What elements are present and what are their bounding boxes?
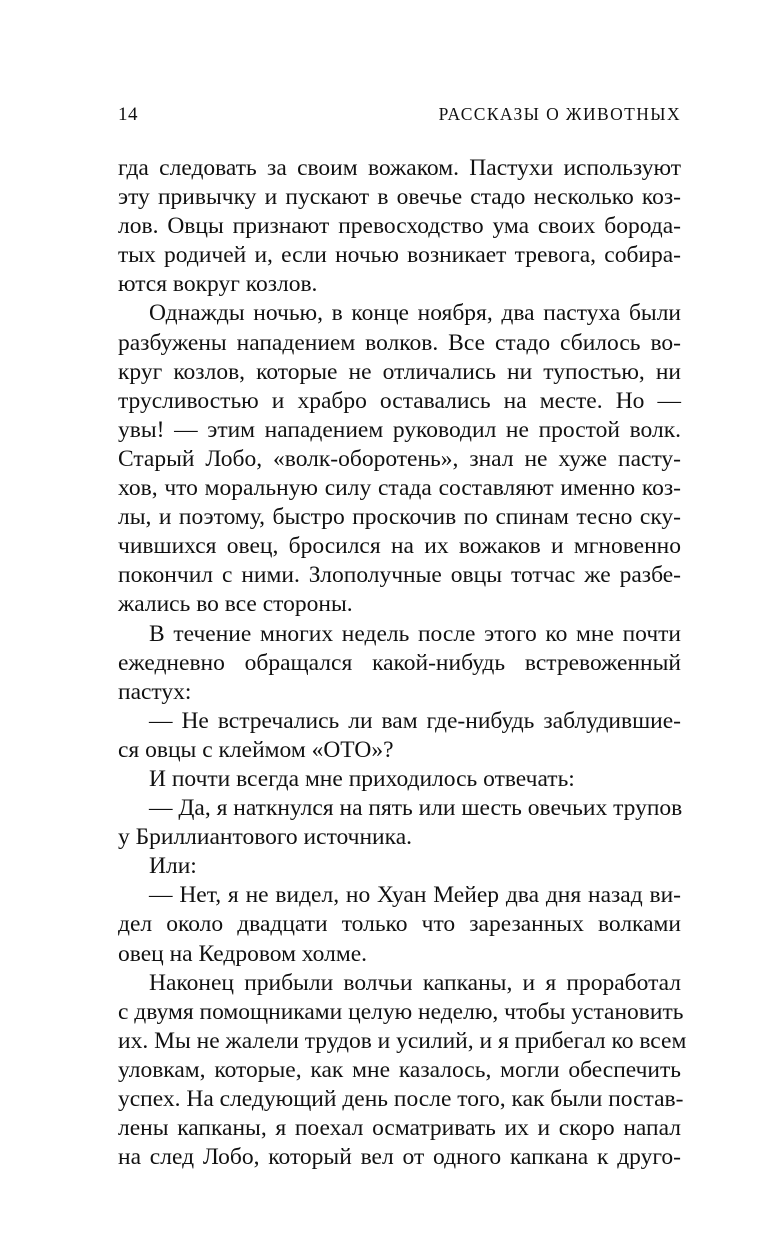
text-line: разбужены нападением волков. Все стадо сбилось во-	[118, 329, 681, 356]
text-line: ежедневно обращался какой-нибудь встревоженный	[118, 649, 681, 676]
page-header	[118, 104, 681, 134]
text-line: трусливостью и храбро оставались на месте. Но —	[118, 387, 681, 414]
text-line: уловкам, которые, как мне казалось, могли обеспечить	[118, 1056, 681, 1083]
text-line: увы! — этим нападением руководил не простой волк.	[118, 416, 681, 443]
text-line: гда следовать за своим вожаком. Пастухи используют	[118, 155, 681, 181]
text-line: эту привычку и пускают в овечье стадо несколько коз-	[118, 184, 681, 211]
text-line: чившихся овец, бросился на их вожаков и мгновенно	[118, 533, 681, 560]
text-line: овец на Кедровом холме.	[118, 940, 368, 967]
running-title: РАССКАЗЫ О ЖИВОТНЫХ	[438, 104, 681, 124]
text-line: их. Мы не жалели трудов и усилий, и я прибегал ко всем	[118, 1027, 687, 1054]
text-line: хов, что моральную силу стада составляют именно коз-	[118, 475, 681, 502]
text-line: успех. На следующий день после того, как были постав-	[118, 1086, 684, 1112]
text-line: Наконец прибыли волчьи капканы, и я проработал	[149, 969, 681, 996]
dialogue-line: — Да, я наткнулся на пять или шесть овечьих трупов	[149, 795, 683, 822]
text-line: лы, и поэтому, быстро проскочив по спинам тесно ску-	[118, 504, 681, 531]
text-line: тых родичей и, если ночью возникает тревога, собира-	[118, 242, 681, 269]
text-line: ются вокруг козлов.	[118, 271, 318, 298]
text-line: у Бриллиантового источника.	[118, 824, 413, 851]
text-line: на след Лобо, который вел от одного капкана к друго-	[118, 1144, 681, 1171]
text-line: круг козлов, которые не отличались ни тупостью, ни	[118, 358, 681, 385]
page-number: 14	[118, 104, 138, 125]
text-line: жались во все стороны.	[118, 591, 353, 618]
text-line: лов. Овцы признают превосходство ума своих борода-	[118, 213, 681, 240]
text-line: с двумя помощниками целую неделю, чтобы установить	[118, 998, 684, 1025]
text-line: лены капканы, я поехал осматривать их и скоро напал	[118, 1115, 681, 1142]
text-line: дел около двадцати только что зарезанных волками	[118, 911, 681, 938]
text-line: Или:	[149, 853, 197, 880]
text-line: Однажды ночью, в конце ноября, два пастуха были	[149, 300, 681, 327]
text-line: В течение многих недель после этого ко мне почти	[149, 620, 681, 647]
text-line: пастух:	[118, 678, 192, 705]
text-line: покончил с ними. Злополучные овцы тотчас же разбе-	[118, 562, 681, 589]
text-line: ся овцы с клеймом «ОТО»?	[118, 736, 394, 763]
text-line: Старый Лобо, «волк-оборотень», знал не хуже пасту-	[118, 445, 681, 472]
body-text	[118, 154, 687, 1172]
dialogue-line: — Не встречались ли вам где-нибудь заблудившие-	[149, 707, 681, 734]
text-line: И почти всегда мне приходилось отвечать:	[149, 765, 575, 792]
dialogue-line: — Нет, я не видел, но Хуан Мейер два дня назад ви-	[149, 882, 681, 909]
